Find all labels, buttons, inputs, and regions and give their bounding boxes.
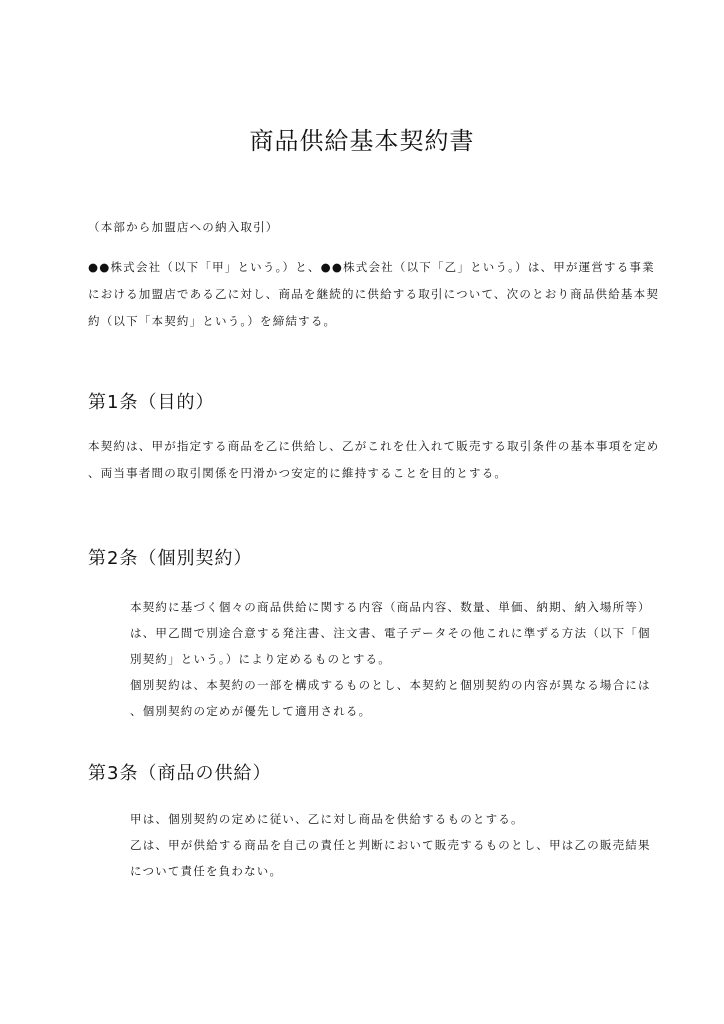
article-1-line: 本契約は、甲が指定する商品を乙に供給し、乙がこれを仕入れて販売する取引条件の基本事項を定め (88, 439, 660, 453)
article-3-line: 乙は、甲が供給する商品を自己の責任と判断において販売するものとし、甲は乙の販売結果 (130, 838, 651, 852)
preamble-line: 約（以下「本契約」という。）を締結する。 (88, 314, 337, 328)
article-1-heading: 第1条（目的） (88, 392, 215, 413)
document-subtitle: （本部から加盟店への納入取引） (88, 220, 279, 234)
document-title: 商品供給基本契約書 (249, 127, 475, 155)
preamble-line: における加盟店である乙に対し、商品を継続的に供給する取引について、次のとおり商品供給基本契 (88, 287, 660, 301)
article-2-body (130, 599, 651, 729)
article-3-line: 甲は、個別契約の定めに従い、乙に対し商品を供給するものとする。 (130, 812, 524, 826)
preamble-paragraph (88, 259, 660, 340)
article-3-body (130, 811, 651, 889)
article-3-heading: 第3条（商品の供給） (88, 763, 272, 784)
preamble-line: ●●株式会社（以下「甲」という。）と、●●株式会社（以下「乙」という。）は、甲が運営する事業 (88, 260, 655, 274)
article-2-heading: 第2条（個別契約） (88, 548, 253, 569)
article-2-line: 、個別契約の定めが優先して適用される。 (130, 704, 372, 718)
article-3-line: について責任を負わない。 (130, 864, 283, 878)
article-2-line: 個別契約は、本契約の一部を構成するものとし、本契約と個別契約の内容が異なる場合には (130, 678, 651, 692)
article-1-body (88, 438, 660, 492)
article-2-line: は、甲乙間で別途合意する発注書、注文書、電子データその他これに準ずる方法（以下「個 (130, 626, 651, 640)
article-1-line: 、両当事者間の取引関係を円滑かつ安定的に維持することを目的とする。 (88, 466, 508, 480)
article-2-line: 本契約に基づく個々の商品供給に関する内容（商品内容、数量、単価、納期、納入場所等） (130, 600, 651, 614)
article-2-line: 別契約」という。）により定めるものとする。 (130, 652, 391, 666)
